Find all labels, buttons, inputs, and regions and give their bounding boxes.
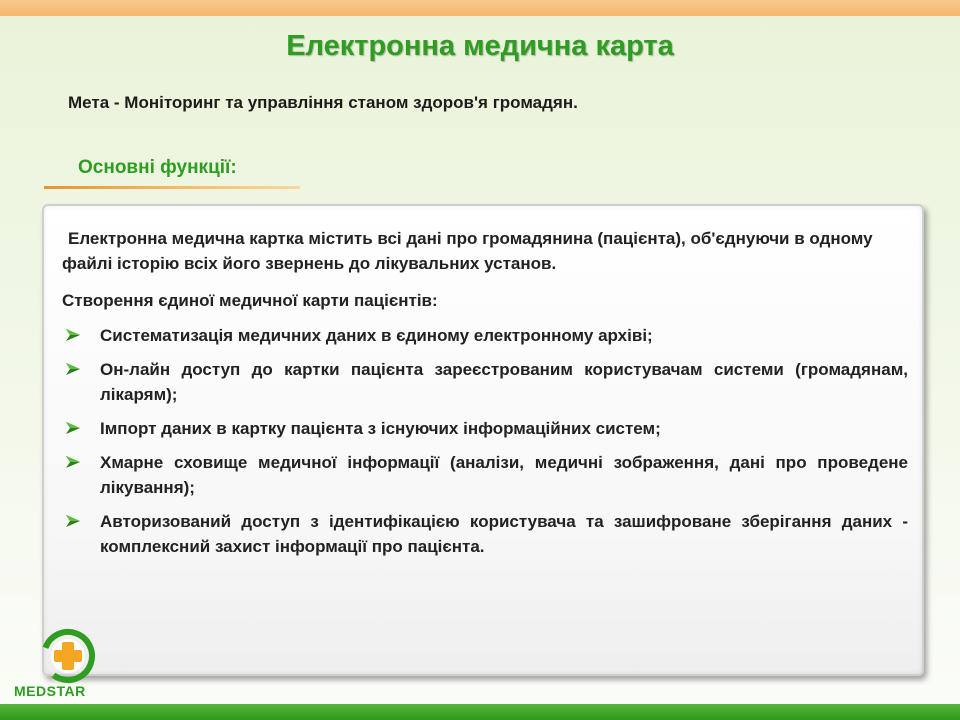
intro-text: Електронна медична картка містить всі дані про громадянина (пацієнта), об'єднуючи в одному файлі історію всіх його звернень до лікувальних установ. xyxy=(62,229,873,273)
slide-title: Електронна медична карта xyxy=(286,30,674,62)
bullet-text: Авторизований доступ з ідентифікацією користувача та зашифроване зберігання даних - комплексний захист інформації про пацієнта. xyxy=(100,512,908,556)
arrow-bullet-icon xyxy=(64,450,82,474)
top-bar xyxy=(0,0,960,16)
arrow-bullet-icon xyxy=(64,416,82,440)
bullet-text: Імпорт даних в картку пацієнта з існуючих інформаційних систем; xyxy=(100,419,661,438)
logo-text: MEDSTAR xyxy=(14,683,86,699)
goal-text: Мета - Моніторинг та управління станом здоров'я громадян. xyxy=(68,93,578,112)
arrow-bullet-icon xyxy=(64,509,82,533)
bullet-text: Он-лайн доступ до картки пацієнта зареєстрованим користувачам системи (громадянам, лікарям); xyxy=(100,360,908,404)
bullet-item xyxy=(62,450,908,500)
bullet-item xyxy=(62,509,908,559)
bullet-item xyxy=(62,357,908,407)
bullet-list xyxy=(62,323,908,559)
section-title: Основні функції: xyxy=(78,157,237,178)
bullet-text: Хмарне сховище медичної інформації (аналізи, медичні зображення, дані про проведене лікування); xyxy=(100,453,908,497)
arrow-bullet-icon xyxy=(64,323,82,347)
bullet-item xyxy=(62,416,908,441)
bullet-item xyxy=(62,323,908,348)
bullet-text: Систематизація медичних даних в єдиному електронному архіві; xyxy=(100,326,653,345)
arrow-bullet-icon xyxy=(64,357,82,381)
subheading: Створення єдиної медичної карти пацієнтів: xyxy=(62,291,438,310)
card-content xyxy=(62,226,908,568)
section-underline xyxy=(44,186,300,189)
bottom-bar xyxy=(0,704,960,720)
